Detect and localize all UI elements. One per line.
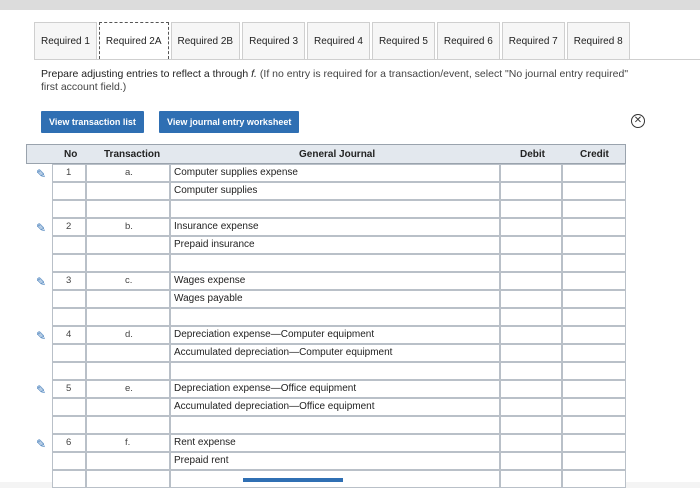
credit-field[interactable]	[562, 326, 626, 344]
cell-no	[52, 200, 86, 218]
entry-transaction: e.	[125, 383, 133, 394]
header-credit: Credit	[580, 149, 609, 160]
cell-transaction	[86, 236, 170, 254]
credit-field[interactable]	[562, 470, 626, 488]
header-debit: Debit	[520, 149, 545, 160]
debit-field[interactable]	[500, 326, 562, 344]
debit-field[interactable]	[500, 236, 562, 254]
debit-account[interactable]: Wages expense	[174, 275, 246, 286]
instructions-line2: first account field.)	[41, 81, 127, 93]
entry-number: 3	[66, 275, 72, 286]
instructions-main: Prepare adjusting entries to reflect a through	[41, 68, 249, 80]
account-field[interactable]	[170, 416, 500, 434]
debit-field[interactable]	[500, 182, 562, 200]
tab-required-8[interactable]: Required 8	[567, 22, 630, 59]
debit-field[interactable]	[500, 398, 562, 416]
debit-account[interactable]: Depreciation expense—Office equipment	[174, 383, 357, 394]
debit-field[interactable]	[500, 272, 562, 290]
debit-field[interactable]	[500, 200, 562, 218]
credit-field[interactable]	[562, 398, 626, 416]
credit-field[interactable]	[562, 380, 626, 398]
tab-required-5[interactable]: Required 5	[372, 22, 435, 59]
credit-account[interactable]: Accumulated depreciation—Office equipment	[174, 401, 375, 412]
cell-transaction	[86, 290, 170, 308]
credit-field[interactable]	[562, 416, 626, 434]
account-field[interactable]	[170, 308, 500, 326]
instructions-note: (If no entry is required for a transaction/event, select "No journal entry required"	[259, 68, 629, 80]
credit-field[interactable]	[562, 254, 626, 272]
cell-no	[52, 362, 86, 380]
pencil-icon[interactable]: ✎	[36, 221, 47, 235]
tab-required-6[interactable]: Required 6	[437, 22, 500, 59]
debit-field[interactable]	[500, 254, 562, 272]
entry-transaction: c.	[125, 275, 133, 286]
credit-field[interactable]	[562, 434, 626, 452]
debit-field[interactable]	[500, 434, 562, 452]
debit-field[interactable]	[500, 380, 562, 398]
pencil-icon[interactable]: ✎	[36, 167, 47, 181]
account-field[interactable]	[170, 200, 500, 218]
credit-account[interactable]: Prepaid insurance	[174, 239, 255, 250]
pencil-icon[interactable]: ✎	[36, 329, 47, 343]
credit-field[interactable]	[562, 308, 626, 326]
cell-transaction	[86, 452, 170, 470]
account-field[interactable]	[170, 362, 500, 380]
entry-transaction: d.	[125, 329, 133, 340]
tab-required-2b[interactable]: Required 2B	[171, 22, 241, 59]
debit-account[interactable]: Insurance expense	[174, 221, 259, 232]
cell-transaction	[86, 416, 170, 434]
cell-no	[52, 290, 86, 308]
debit-field[interactable]	[500, 452, 562, 470]
tab-required-4[interactable]: Required 4	[307, 22, 370, 59]
cell-no	[52, 416, 86, 434]
cell-transaction	[86, 398, 170, 416]
debit-field[interactable]	[500, 362, 562, 380]
cell-no	[52, 254, 86, 272]
journal-header	[26, 144, 626, 164]
entry-transaction: a.	[125, 167, 133, 178]
tab-divider	[34, 59, 700, 60]
debit-field[interactable]	[500, 416, 562, 434]
tab-required-7[interactable]: Required 7	[502, 22, 565, 59]
tab-required-2a[interactable]: Required 2A	[99, 22, 169, 59]
credit-field[interactable]	[562, 290, 626, 308]
cell-no	[52, 452, 86, 470]
cell-no	[52, 236, 86, 254]
credit-field[interactable]	[562, 362, 626, 380]
cell-no	[52, 182, 86, 200]
pencil-icon[interactable]: ✎	[36, 437, 47, 451]
credit-field[interactable]	[562, 272, 626, 290]
debit-account[interactable]: Depreciation expense—Computer equipment	[174, 329, 375, 340]
tab-required-1[interactable]: Required 1	[34, 22, 97, 59]
header-no: No	[64, 149, 78, 160]
cell-no	[52, 308, 86, 326]
pencil-icon[interactable]: ✎	[36, 383, 47, 397]
credit-account[interactable]: Prepaid rent	[174, 455, 229, 466]
close-icon[interactable]: ✕	[631, 114, 645, 128]
cell-transaction	[86, 182, 170, 200]
cell-transaction	[86, 308, 170, 326]
header-transaction: Transaction	[104, 149, 161, 160]
credit-field[interactable]	[562, 236, 626, 254]
credit-field[interactable]	[562, 218, 626, 236]
tab-bar	[34, 22, 632, 60]
header-general-journal: General Journal	[299, 149, 376, 160]
debit-field[interactable]	[500, 164, 562, 182]
top-bar	[0, 0, 700, 10]
debit-field[interactable]	[500, 470, 562, 488]
pencil-icon[interactable]: ✎	[36, 275, 47, 289]
credit-field[interactable]	[562, 182, 626, 200]
credit-field[interactable]	[562, 452, 626, 470]
cell-transaction	[86, 362, 170, 380]
debit-field[interactable]	[500, 290, 562, 308]
entry-number: 6	[66, 437, 72, 448]
entry-number: 4	[66, 329, 72, 340]
instructions-letter: f.	[251, 68, 257, 80]
cell-no	[52, 344, 86, 362]
debit-account[interactable]: Computer supplies expense	[174, 167, 298, 178]
credit-account[interactable]: Accumulated depreciation—Computer equipment	[174, 347, 393, 358]
cell-transaction	[86, 254, 170, 272]
view-transaction-list-button[interactable]: View transaction list	[41, 111, 144, 133]
credit-account[interactable]: Computer supplies	[174, 185, 258, 196]
account-field[interactable]	[170, 254, 500, 272]
cell-no	[52, 398, 86, 416]
cell-transaction	[86, 200, 170, 218]
entry-number: 5	[66, 383, 72, 394]
debit-field[interactable]	[500, 344, 562, 362]
tab-required-3[interactable]: Required 3	[242, 22, 305, 59]
cell-transaction	[86, 344, 170, 362]
credit-account[interactable]: Wages payable	[174, 293, 243, 304]
entry-number: 2	[66, 221, 72, 232]
entry-number: 1	[66, 167, 72, 178]
credit-field[interactable]	[562, 344, 626, 362]
debit-field[interactable]	[500, 308, 562, 326]
credit-field[interactable]	[562, 200, 626, 218]
cell-no	[52, 470, 86, 488]
view-journal-worksheet-button[interactable]: View journal entry worksheet	[159, 111, 299, 133]
debit-account[interactable]: Rent expense	[174, 437, 236, 448]
entry-transaction: f.	[125, 437, 131, 448]
debit-field[interactable]	[500, 218, 562, 236]
entry-transaction: b.	[125, 221, 133, 232]
credit-field[interactable]	[562, 164, 626, 182]
scroll-indicator	[243, 478, 343, 482]
instructions-text	[41, 68, 691, 94]
cell-transaction	[86, 470, 170, 488]
